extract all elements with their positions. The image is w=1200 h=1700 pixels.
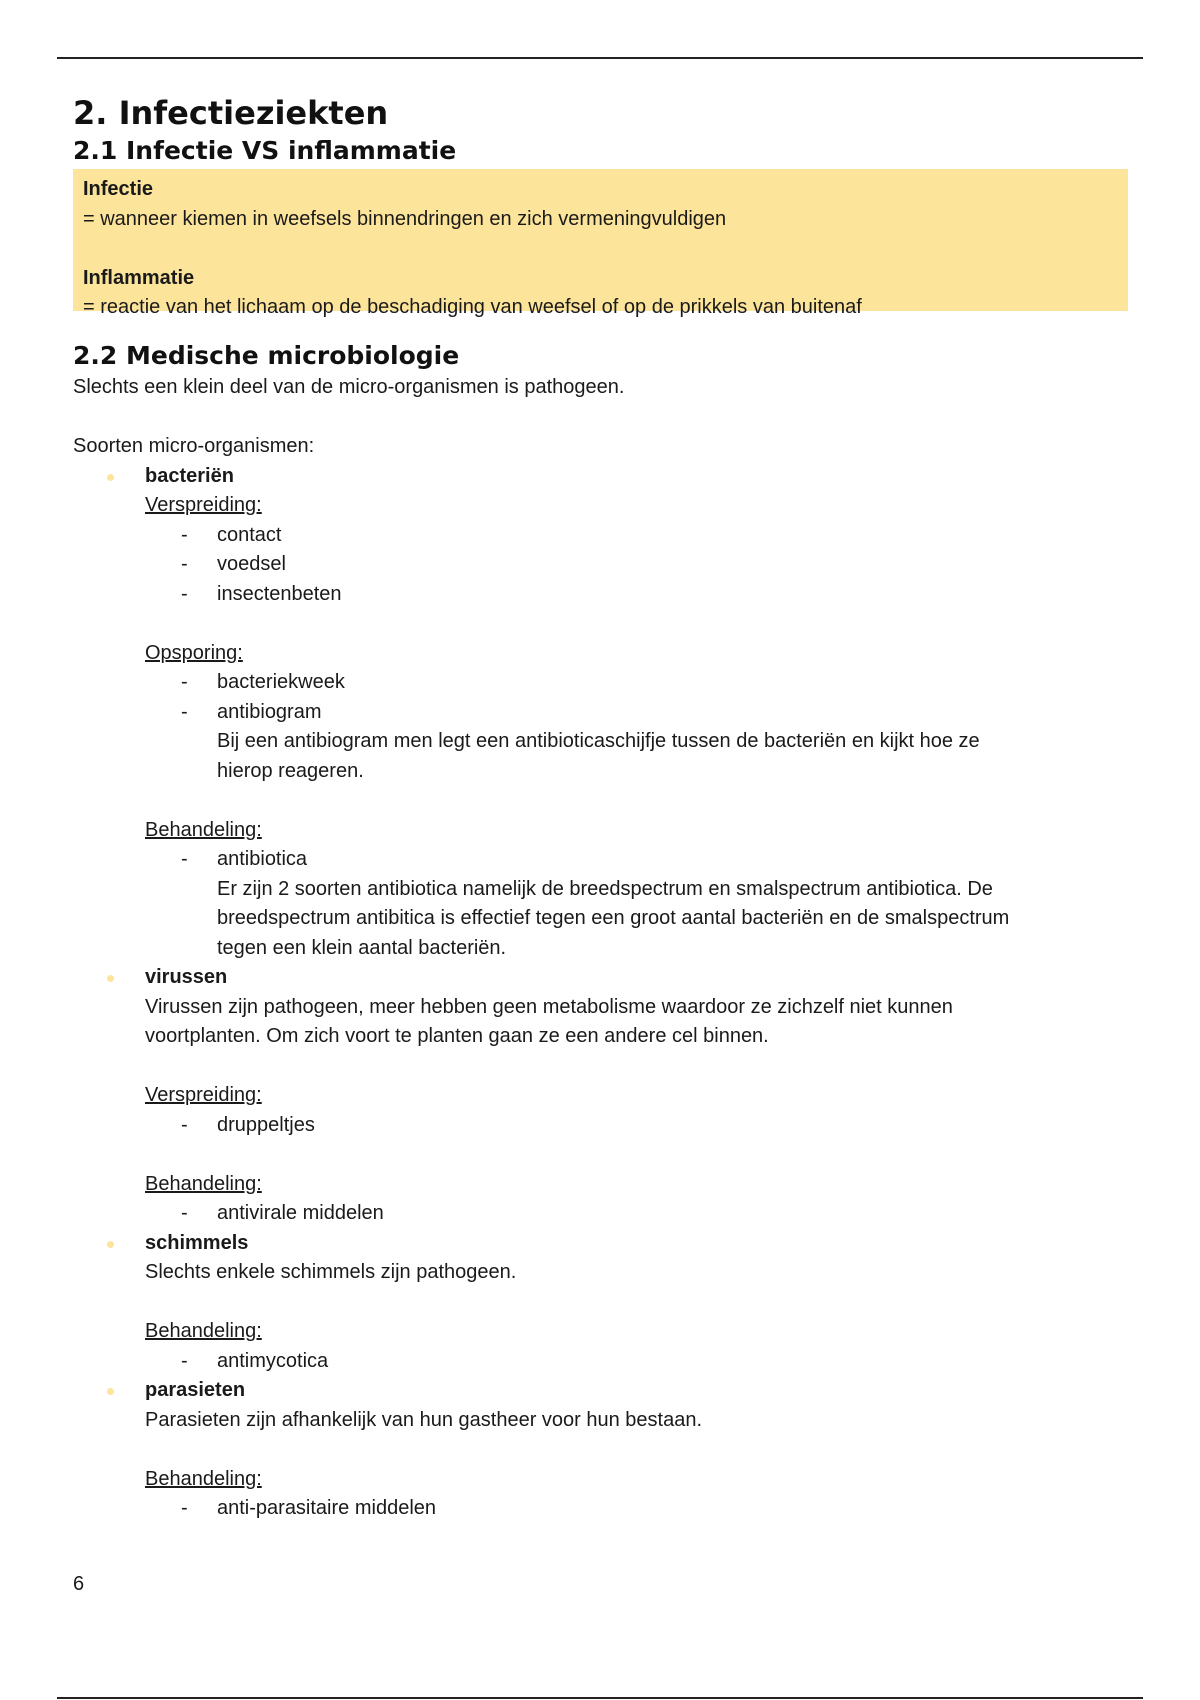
spacer bbox=[145, 1435, 1128, 1465]
dash-item bbox=[145, 1347, 1128, 1377]
bullet-title: virussen bbox=[145, 966, 228, 988]
subheading-verspreiding: Verspreiding: bbox=[145, 494, 262, 516]
spacer bbox=[145, 609, 1128, 639]
antibiogram-note-line: hierop reageren. bbox=[217, 759, 364, 782]
dash-icon: - bbox=[181, 523, 188, 546]
spacer bbox=[145, 786, 1128, 816]
dash-icon: - bbox=[181, 1349, 188, 1372]
bullet-parasieten bbox=[73, 1376, 1128, 1524]
dash-text: insectenbeten bbox=[217, 582, 342, 605]
dash-text: anti-parasitaire middelen bbox=[217, 1497, 437, 1519]
section-title-microbiologie: 2.2 Medische microbiologie bbox=[73, 341, 460, 370]
bullet-description: voortplanten. Om zich voort te planten gaan ze een andere cel binnen. bbox=[145, 1025, 769, 1047]
dash-text: contact bbox=[217, 523, 282, 546]
dash-text: antibiotica bbox=[217, 848, 308, 870]
dash-icon: - bbox=[181, 1497, 188, 1519]
dash-item bbox=[145, 580, 1128, 610]
dash-item bbox=[145, 1111, 1128, 1141]
section-intro: Slechts een klein deel van de micro-organismen is pathogeen. bbox=[73, 376, 625, 398]
antibiotica-note-line: Er zijn 2 soorten antibiotica namelijk de breedspectrum en smalspectrum antibiotica. De bbox=[217, 877, 993, 900]
bullet-icon bbox=[107, 975, 114, 982]
subheading-behandeling: Behandeling: bbox=[145, 818, 262, 841]
bullet-title: bacteriën bbox=[145, 464, 234, 487]
footer-rule bbox=[57, 1697, 1143, 1699]
bullet-icon bbox=[107, 474, 114, 481]
bullet-icon bbox=[107, 1388, 114, 1395]
dash-item bbox=[145, 845, 1128, 963]
subheading-opsporing: Opsporing: bbox=[145, 641, 243, 664]
dash-text: voedsel bbox=[217, 553, 286, 575]
dash-icon: - bbox=[181, 1202, 188, 1224]
page-number: 6 bbox=[73, 1573, 85, 1595]
subheading-verspreiding: Verspreiding: bbox=[145, 1084, 262, 1106]
dash-text: antibiogram bbox=[217, 700, 322, 723]
definition-inflammatie: = reactie van het lichaam op de beschadiging van weefsel of op de prikkels van buitenaf bbox=[83, 296, 862, 318]
definition-box bbox=[73, 169, 1128, 318]
dash-icon: - bbox=[181, 553, 188, 575]
antibiogram-note-line: Bij een antibiogram men legt een antibioticaschijfje tussen de bacteriën en kijkt hoe ze bbox=[217, 730, 980, 752]
bullet-schimmels bbox=[73, 1229, 1128, 1377]
term-infectie: Infectie bbox=[83, 178, 154, 200]
bullet-description: Slechts enkele schimmels zijn pathogeen. bbox=[145, 1261, 517, 1283]
spacer bbox=[83, 234, 1118, 264]
dash-item bbox=[145, 521, 1128, 551]
header-rule bbox=[57, 57, 1143, 59]
term-inflammatie: Inflammatie bbox=[83, 266, 195, 289]
dash-icon: - bbox=[181, 671, 188, 693]
subheading-behandeling: Behandeling: bbox=[145, 1467, 262, 1490]
dash-icon: - bbox=[181, 1113, 188, 1136]
dash-text: antivirale middelen bbox=[217, 1202, 384, 1224]
document-body bbox=[73, 92, 1128, 1524]
dash-text: druppeltjes bbox=[217, 1113, 315, 1136]
dash-icon: - bbox=[181, 582, 188, 605]
spacer bbox=[145, 1288, 1128, 1318]
bullet-description: Virussen zijn pathogeen, meer hebben geen metabolisme waardoor ze zichzelf niet kunnen bbox=[145, 995, 953, 1018]
chapter-title: 2. Infectieziekten bbox=[73, 94, 389, 132]
definition-infectie: = wanneer kiemen in weefsels binnendringen en zich vermeningvuldigen bbox=[83, 207, 727, 230]
dash-item bbox=[145, 1199, 1128, 1229]
bullet-title: schimmels bbox=[145, 1231, 249, 1254]
bullet-bacterien bbox=[73, 462, 1128, 964]
subheading-behandeling: Behandeling: bbox=[145, 1320, 262, 1342]
dash-text: bacteriekweek bbox=[217, 671, 345, 693]
bullet-icon bbox=[107, 1241, 114, 1248]
dash-icon: - bbox=[181, 700, 188, 723]
dash-item bbox=[145, 1494, 1128, 1524]
list-intro: Soorten micro-organismen: bbox=[73, 435, 315, 457]
dash-icon: - bbox=[181, 848, 188, 870]
spacer bbox=[145, 1140, 1128, 1170]
spacer bbox=[73, 403, 1128, 433]
spacer bbox=[145, 1052, 1128, 1082]
bullet-description: Parasieten zijn afhankelijk van hun gastheer voor hun bestaan. bbox=[145, 1408, 703, 1431]
dash-text: antimycotica bbox=[217, 1349, 329, 1372]
dash-item bbox=[145, 550, 1128, 580]
subheading-behandeling: Behandeling: bbox=[145, 1172, 262, 1195]
dash-item bbox=[145, 698, 1128, 787]
section-title-infectie: 2.1 Infectie VS inflammatie bbox=[73, 136, 457, 165]
bullet-virussen bbox=[73, 963, 1128, 1229]
antibiotica-note-line: breedspectrum antibitica is effectief tegen een groot aantal bacteriën en de smalspectrum bbox=[217, 907, 1010, 929]
bullet-title: parasieten bbox=[145, 1379, 246, 1401]
dash-item bbox=[145, 668, 1128, 698]
antibiotica-note-line: tegen een klein aantal bacteriën. bbox=[217, 936, 507, 959]
